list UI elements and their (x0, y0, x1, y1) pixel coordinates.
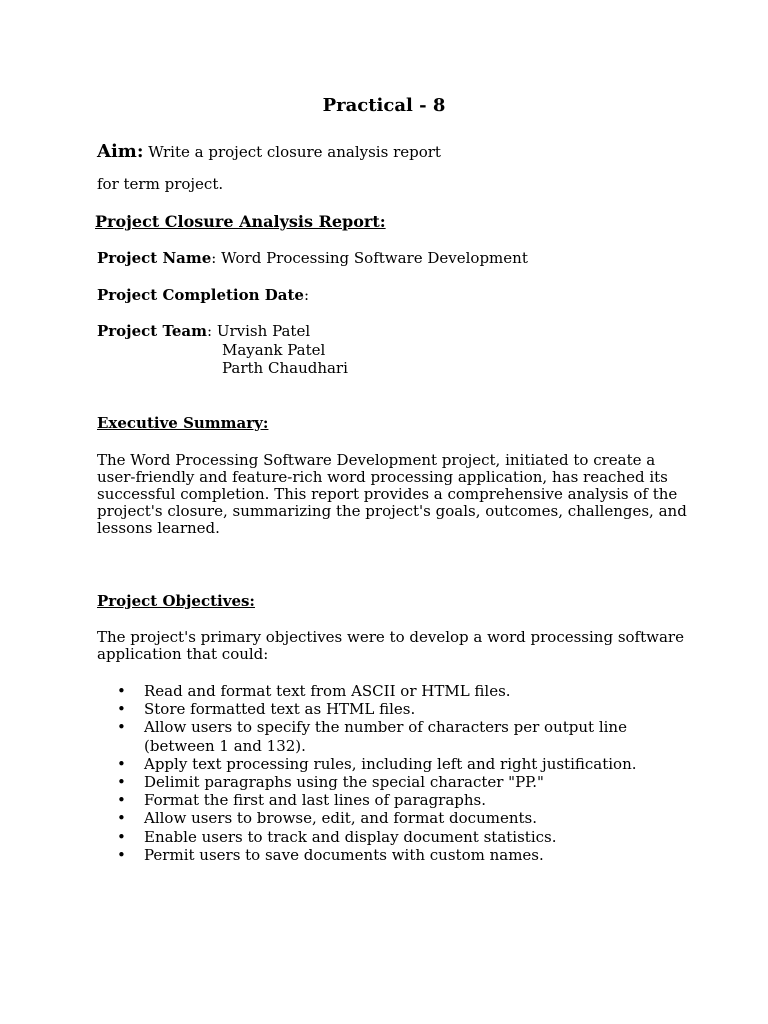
objectives-intro-line: application that could: (97, 645, 269, 663)
completion-date-suffix: : (303, 286, 310, 304)
project-name-field (97, 250, 528, 267)
completion-date-label: Project Completion Date (97, 286, 304, 304)
list-item (0, 809, 684, 827)
report-heading: Project Closure Analysis Report: (95, 212, 386, 231)
list-item-text: Read and format text from ASCII or HTML files. (144, 682, 511, 700)
list-item (0, 773, 684, 791)
executive-summary-heading: Executive Summary: (97, 414, 269, 432)
bullet-icon: • (117, 809, 126, 828)
list-item-text: Format the first and last lines of paragraphs. (144, 791, 487, 810)
summary-line: lessons learned. (97, 519, 220, 537)
list-item (0, 700, 684, 718)
objectives-intro-line: The project's primary objectives were to develop a word processing software (97, 628, 684, 646)
list-item (0, 755, 684, 773)
list-item-text: Allow users to browse, edit, and format documents. (144, 809, 537, 828)
bullet-icon: • (117, 845, 126, 864)
summary-line: project's closure, summarizing the project's goals, outcomes, challenges, and (97, 502, 687, 520)
list-item-text: Delimit paragraphs using the special character "PP." (144, 773, 544, 792)
list-item-text: Store formatted text as HTML files. (144, 700, 416, 719)
bullet-icon: • (117, 754, 126, 773)
bullet-icon: • (117, 682, 126, 700)
project-team-label: Project Team (97, 322, 208, 340)
objectives-heading: Project Objectives: (97, 592, 255, 610)
bullet-icon: • (117, 827, 126, 846)
list-item-text: Allow users to specify the number of characters per output line (144, 718, 627, 737)
project-team-field (97, 323, 310, 340)
bullet-icon: • (117, 773, 126, 792)
completion-date-field (97, 287, 309, 304)
summary-line: successful completion. This report provides a comprehensive analysis of the (97, 485, 678, 503)
list-item (0, 791, 684, 809)
aim-text: Write a project closure analysis report (143, 143, 441, 161)
list-item-text: Enable users to track and display document statistics. (144, 827, 557, 846)
bullet-icon: • (117, 791, 126, 810)
summary-line: The Word Processing Software Development project, initiated to create a (97, 451, 656, 469)
list-item (0, 718, 684, 754)
aim-continuation: for term project. (97, 175, 224, 193)
bullet-icon: • (117, 700, 126, 719)
list-item (0, 828, 684, 846)
list-item (0, 682, 684, 700)
project-name-label: Project Name (97, 249, 212, 267)
team-member: Mayank Patel (222, 341, 326, 359)
list-item-text-continued: (between 1 and 132). (144, 736, 306, 755)
list-item-text: Apply text processing rules, including left and right justification. (144, 754, 637, 773)
bullet-icon: • (117, 718, 126, 737)
team-member: Parth Chaudhari (222, 359, 348, 377)
page-title: Practical - 8 (322, 95, 446, 116)
list-item (0, 846, 684, 864)
objectives-list (0, 682, 684, 864)
project-team-first-member: : Urvish Patel (207, 322, 311, 340)
aim-label: Aim: (97, 141, 144, 162)
list-item-text: Permit users to save documents with custom names. (144, 845, 544, 864)
aim-line (97, 143, 441, 161)
project-name-value: : Word Processing Software Development (211, 249, 528, 267)
summary-line: user-friendly and feature-rich word processing application, has reached its (97, 468, 668, 486)
